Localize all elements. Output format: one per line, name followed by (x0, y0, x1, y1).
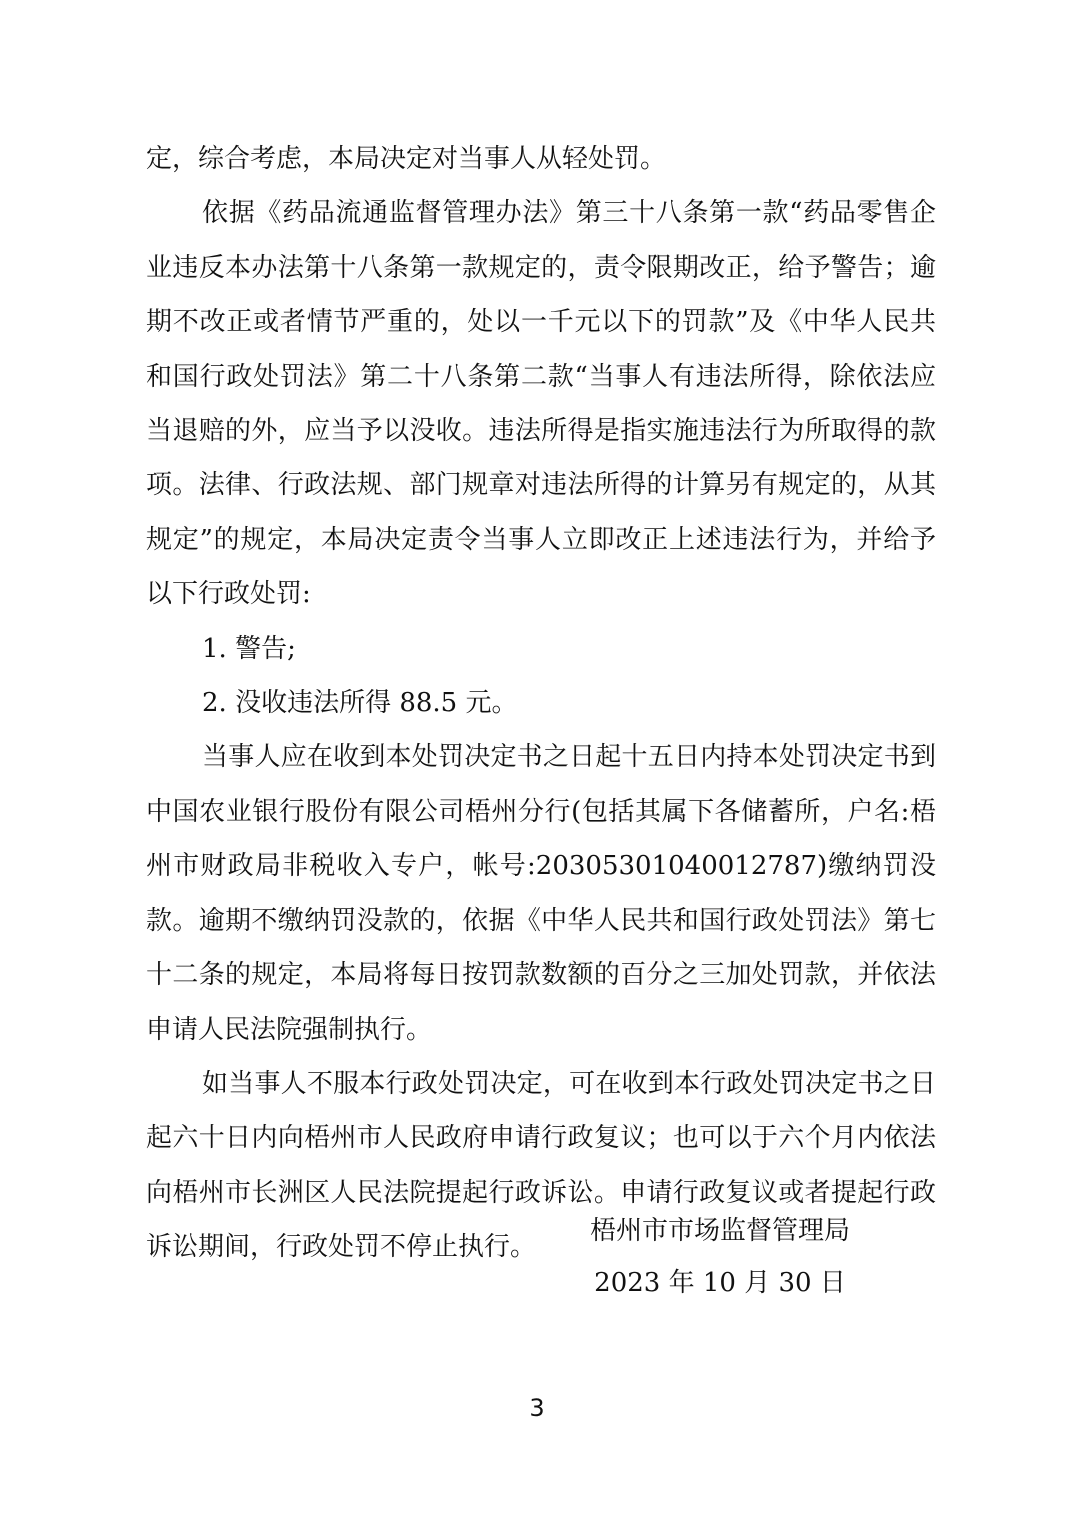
paragraph-legal-basis: 依据《药品流通监督管理办法》第三十八条第一款“药品零售企业违反本办法第十八条第一款规定的，责令限期改正，给予警告；逾期不改正或者情节严重的，处以一千元以下的罚款”及《中华人民共和国行政处罚法》第二十八条第二款“当事人有违法所得，除依法应当退赔的外，应当予以没收。违法所得是指实施违法行为所取得的款项。法律、行政法规、部门规章对违法所得的计算另有规定的，从其规定”的规定，本局决定责令当事人立即改正上述违法行为，并给予以下行政处罚: (146, 198, 936, 610)
issue-date: 2023 年 10 月 30 日 (594, 1268, 846, 1298)
document-body (146, 132, 936, 1275)
issuing-organization: 梧州市市场监督管理局 (589, 1216, 850, 1246)
paragraph-payment-instructions: 当事人应在收到本处罚决定书之日起十五日内持本处罚决定书到中国农业银行股份有限公司梧州分行(包括其属下各储蓄所，户名:梧州市财政局非税收入专户，帐号:20305301040012787)缴纳罚没款。逾期不缴纳罚没款的，依据《中华人民共和国行政处罚法》第七十二条的规定，本局将每日按罚款数额的百分之三加处罚款，并依法申请人民法院强制执行。 (146, 742, 936, 1045)
penalty-list-item-warning: 1. 警告; (202, 633, 296, 664)
paragraph-continuation: 定，综合考虑，本局决定对当事人从轻处罚。 (146, 144, 667, 174)
penalty-list-item-confiscation: 2. 没收违法所得 88.5 元。 (202, 688, 518, 719)
paragraph-appeal-rights: 如当事人不服本行政处罚决定，可在收到本行政处罚决定书之日起六十日内向梧州市人民政府申请行政复议；也可以于六个月内依法向梧州市长洲区人民法院提起行政诉讼。申请行政复议或者提起行政诉讼期间，行政处罚不停止执行。 (146, 1068, 936, 1263)
signature-block (560, 1205, 880, 1309)
page-number: 3 (529, 1394, 545, 1422)
